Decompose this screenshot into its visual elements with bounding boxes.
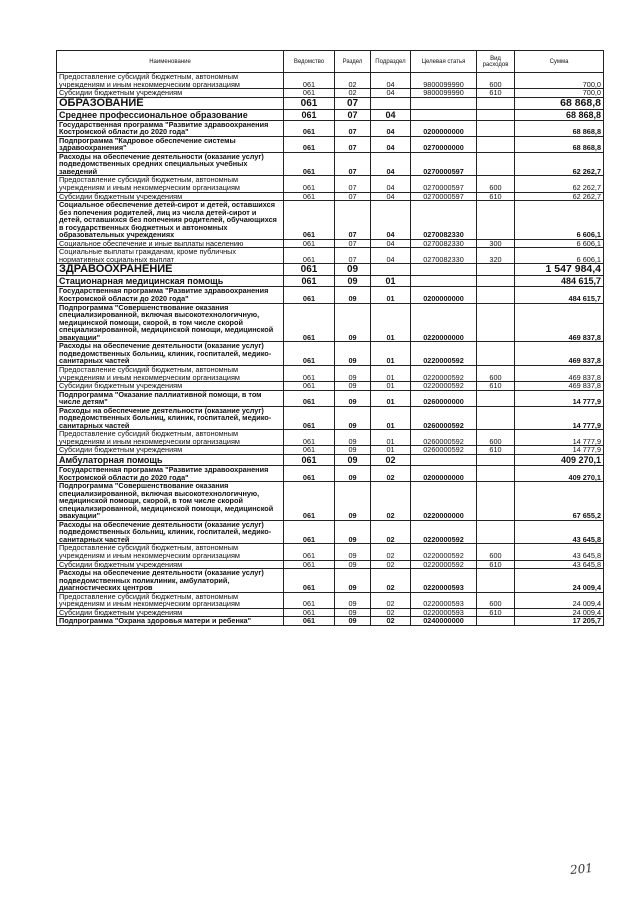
table-row [57,406,604,430]
row-name: Среднее профессиональное образование [57,109,284,120]
row-name: Предоставление субсидий бюджетным, автономным учреждениям и иным некоммерческим организациям [57,544,284,560]
row-section: 09 [335,544,371,560]
row-target-article [411,264,477,276]
row-name: Подпрограмма "Совершенствование оказания специализированной, включая высокотехнологичную, медицинской помощи, скорой, в том числе скорой специализированной, медицинской помощи, медицинской эвакуации" [57,482,284,521]
row-target-article: 0270000597 [411,176,477,192]
row-subsection: 02 [371,454,411,465]
row-section: 07 [335,109,371,120]
row-section: 09 [335,454,371,465]
row-name: Предоставление субсидий бюджетным, автономным учреждениям и иным некоммерческим организациям [57,430,284,446]
row-sum: 67 655,2 [515,482,604,521]
row-department: 061 [284,73,335,89]
table-row [57,430,604,446]
row-expense-type [477,342,515,366]
row-subsection: 02 [371,608,411,617]
row-subsection: 04 [371,239,411,248]
row-name: ОБРАЗОВАНИЕ [57,97,284,109]
row-department: 061 [284,569,335,593]
row-sum: 24 009,4 [515,569,604,593]
row-section: 09 [335,520,371,544]
row-expense-type: 610 [477,560,515,569]
row-target-article: 0260000592 [411,446,477,455]
row-sum: 43 645,8 [515,560,604,569]
row-name: Субсидии бюджетным учреждениям [57,382,284,391]
table-row [57,342,604,366]
row-name: Государственная программа "Развитие здравоохранения Костромской области до 2020 года" [57,465,284,481]
table-row [57,120,604,136]
table-row [57,89,604,98]
row-name: Субсидии бюджетным учреждениям [57,608,284,617]
row-subsection: 04 [371,192,411,201]
table-row [57,248,604,264]
row-name: Подпрограмма "Охрана здоровья матери и ребенка" [57,617,284,626]
row-name: Социальное обеспечение детей-сирот и детей, оставшихся без попечения родителей, лиц из числа детей-сирот и детей, оставшихся без попечения родителей, обучающихся в государственных бюджетных и автономных образовательных учреждениях [57,201,284,240]
header-subsection: Подраздел [371,51,411,73]
table-row [57,239,604,248]
row-section: 09 [335,482,371,521]
row-expense-type: 600 [477,365,515,381]
row-target-article: 0200000000 [411,465,477,481]
row-department: 061 [284,264,335,276]
row-department: 061 [284,248,335,264]
row-department: 061 [284,342,335,366]
row-expense-type [477,136,515,152]
row-target-article [411,109,477,120]
row-section: 07 [335,152,371,176]
row-sum: 68 868,8 [515,97,604,109]
row-name: Стационарная медицинская помощь [57,276,284,287]
table-row [57,152,604,176]
row-department: 061 [284,303,335,342]
row-name: Субсидии бюджетным учреждениям [57,89,284,98]
header-name: Наименование [57,51,284,73]
row-target-article [411,97,477,109]
row-expense-type: 600 [477,176,515,192]
row-department: 061 [284,276,335,287]
row-subsection: 04 [371,176,411,192]
row-sum: 469 837,8 [515,303,604,342]
row-target-article: 0200000000 [411,287,477,303]
table-row [57,617,604,626]
row-subsection: 01 [371,276,411,287]
row-section: 07 [335,201,371,240]
row-name: Расходы на обеспечение деятельности (оказание услуг) подведомственных больниц, клиник, госпиталей, медико-санитарных частей [57,520,284,544]
row-name: Предоставление субсидий бюджетным, автономным учреждениям и иным некоммерческим организациям [57,365,284,381]
row-sum: 68 868,8 [515,109,604,120]
header-sum: Сумма [515,51,604,73]
header-target-article: Целевая статья [411,51,477,73]
row-target-article: 0220000593 [411,569,477,593]
row-department: 061 [284,592,335,608]
row-sum: 62 262,7 [515,176,604,192]
row-name: Предоставление субсидий бюджетным, автономным учреждениям и иным некоммерческим организациям [57,176,284,192]
row-subsection: 04 [371,109,411,120]
row-section: 07 [335,120,371,136]
row-section: 09 [335,276,371,287]
row-section: 09 [335,560,371,569]
row-subsection: 01 [371,342,411,366]
table-row [57,608,604,617]
row-sum: 17 205,7 [515,617,604,626]
row-sum: 43 645,8 [515,520,604,544]
row-name: Государственная программа "Развитие здравоохранения Костромской области до 2020 года" [57,287,284,303]
row-section: 07 [335,192,371,201]
table-row [57,109,604,120]
row-expense-type [477,390,515,406]
row-subsection: 02 [371,617,411,626]
budget-table [56,50,604,626]
page-number: 201 [569,860,594,878]
row-expense-type: 600 [477,544,515,560]
row-subsection: 04 [371,89,411,98]
table-row [57,201,604,240]
row-expense-type [477,303,515,342]
row-department: 061 [284,239,335,248]
row-section: 09 [335,592,371,608]
row-subsection [371,264,411,276]
row-target-article: 0220000592 [411,365,477,381]
row-section: 09 [335,303,371,342]
row-section: 02 [335,73,371,89]
row-section: 09 [335,406,371,430]
row-name: Расходы на обеспечение деятельности (оказание услуг) подведомственных больниц, клиник, госпиталей, медико-санитарных частей [57,342,284,366]
row-section: 07 [335,239,371,248]
row-sum: 6 606,1 [515,248,604,264]
row-subsection [371,97,411,109]
row-subsection: 02 [371,465,411,481]
row-target-article: 0270082330 [411,239,477,248]
row-expense-type: 610 [477,608,515,617]
row-department: 061 [284,136,335,152]
row-target-article: 0220000592 [411,382,477,391]
row-sum: 484 615,7 [515,287,604,303]
row-department: 061 [284,192,335,201]
row-expense-type [477,617,515,626]
row-expense-type: 610 [477,382,515,391]
row-subsection: 02 [371,569,411,593]
row-subsection: 01 [371,430,411,446]
row-section: 09 [335,365,371,381]
row-subsection: 04 [371,73,411,89]
row-name: Субсидии бюджетным учреждениям [57,560,284,569]
row-department: 061 [284,89,335,98]
row-expense-type [477,97,515,109]
row-target-article: 0220000592 [411,520,477,544]
row-department: 061 [284,482,335,521]
row-sum: 469 837,8 [515,382,604,391]
row-subsection: 04 [371,120,411,136]
row-name: Подпрограмма "Совершенствование оказания специализированной, включая высокотехнологичную, медицинской помощи, скорой, в том числе скорой специализированной, медицинской помощи, медицинской эвакуации" [57,303,284,342]
row-expense-type: 600 [477,430,515,446]
table-row [57,560,604,569]
row-name: Социальные выплаты гражданам, кроме публичных нормативных социальных выплат [57,248,284,264]
row-subsection: 02 [371,544,411,560]
row-sum: 43 645,8 [515,544,604,560]
row-expense-type [477,454,515,465]
row-subsection: 01 [371,287,411,303]
row-department: 061 [284,287,335,303]
row-department: 061 [284,446,335,455]
table-row [57,287,604,303]
row-target-article: 0240000000 [411,617,477,626]
row-name: Расходы на обеспечение деятельности (оказание услуг) подведомственных поликлиник, амбулаторий, диагностических центров [57,569,284,593]
row-expense-type [477,276,515,287]
row-target-article: 0220000000 [411,303,477,342]
row-subsection: 04 [371,201,411,240]
row-target-article: 0270000000 [411,136,477,152]
header-department: Ведомство [284,51,335,73]
row-subsection: 02 [371,560,411,569]
row-sum: 14 777,9 [515,430,604,446]
row-subsection: 04 [371,136,411,152]
row-sum: 6 606,1 [515,239,604,248]
row-name: Субсидии бюджетным учреждениям [57,446,284,455]
table-row [57,136,604,152]
row-target-article: 0270082330 [411,248,477,264]
row-department: 061 [284,465,335,481]
row-subsection: 01 [371,303,411,342]
row-target-article: 0270000597 [411,152,477,176]
row-expense-type: 610 [477,192,515,201]
row-section: 07 [335,248,371,264]
row-target-article: 0260000592 [411,406,477,430]
row-section: 09 [335,617,371,626]
table-row [57,365,604,381]
row-expense-type: 610 [477,446,515,455]
row-section: 07 [335,136,371,152]
row-target-article: 0200000000 [411,120,477,136]
row-subsection: 02 [371,482,411,521]
row-section: 02 [335,89,371,98]
table-row [57,544,604,560]
row-target-article: 0260000000 [411,390,477,406]
row-department: 061 [284,120,335,136]
row-target-article: 9800099990 [411,89,477,98]
row-department: 061 [284,617,335,626]
row-sum: 469 837,8 [515,365,604,381]
row-target-article: 0220000592 [411,544,477,560]
row-name: Расходы на обеспечение деятельности (оказание услуг) подведомственных больниц, клиник, госпиталей, медико-санитарных частей [57,406,284,430]
table-row [57,446,604,455]
row-name: Государственная программа "Развитие здравоохранения Костромской области до 2020 года" [57,120,284,136]
row-target-article: 0270000597 [411,192,477,201]
row-section: 09 [335,569,371,593]
row-name: Субсидии бюджетным учреждениям [57,192,284,201]
row-expense-type: 610 [477,89,515,98]
row-section: 09 [335,382,371,391]
row-sum: 24 009,4 [515,608,604,617]
row-section: 09 [335,465,371,481]
row-sum: 700,0 [515,89,604,98]
row-department: 061 [284,406,335,430]
row-name: ЗДРАВООХРАНЕНИЕ [57,264,284,276]
row-target-article [411,276,477,287]
row-subsection: 01 [371,446,411,455]
row-name: Подпрограмма "Кадровое обеспечение системы здравоохранения" [57,136,284,152]
row-sum: 14 777,9 [515,390,604,406]
row-sum: 68 868,8 [515,120,604,136]
row-target-article: 0220000593 [411,592,477,608]
row-target-article: 0220000593 [411,608,477,617]
table-row [57,390,604,406]
row-department: 061 [284,390,335,406]
table-row [57,482,604,521]
row-section: 09 [335,446,371,455]
header-row [57,51,604,73]
row-expense-type: 600 [477,592,515,608]
table-row [57,382,604,391]
row-department: 061 [284,520,335,544]
row-target-article: 0260000592 [411,430,477,446]
row-sum: 14 777,9 [515,446,604,455]
header-expense-type: Вид расходов [477,51,515,73]
row-department: 061 [284,382,335,391]
row-department: 061 [284,97,335,109]
table-row [57,303,604,342]
row-sum: 68 868,8 [515,136,604,152]
row-sum: 484 615,7 [515,276,604,287]
table-row [57,73,604,89]
row-target-article: 9800099990 [411,73,477,89]
table-row [57,592,604,608]
row-expense-type: 300 [477,239,515,248]
row-subsection: 04 [371,248,411,264]
row-name: Амбулаторная помощь [57,454,284,465]
row-expense-type [477,109,515,120]
table-row [57,520,604,544]
row-sum: 700,0 [515,73,604,89]
row-subsection: 01 [371,406,411,430]
row-target-article: 0270082330 [411,201,477,240]
row-sum: 24 009,4 [515,592,604,608]
row-subsection: 04 [371,152,411,176]
row-subsection: 01 [371,382,411,391]
table-row [57,465,604,481]
row-sum: 409 270,1 [515,454,604,465]
row-subsection: 02 [371,592,411,608]
row-department: 061 [284,454,335,465]
row-department: 061 [284,152,335,176]
row-sum: 14 777,9 [515,406,604,430]
table-row [57,97,604,109]
row-expense-type [477,152,515,176]
row-department: 061 [284,560,335,569]
row-department: 061 [284,201,335,240]
row-sum: 469 837,8 [515,342,604,366]
row-target-article: 0220000592 [411,560,477,569]
row-expense-type: 320 [477,248,515,264]
row-expense-type [477,120,515,136]
row-name: Расходы на обеспечение деятельности (оказание услуг) подведомственных средних специальных учебных заведений [57,152,284,176]
row-section: 09 [335,342,371,366]
row-sum: 62 262,7 [515,192,604,201]
row-section: 09 [335,264,371,276]
row-expense-type: 600 [477,73,515,89]
row-name: Социальное обеспечение и иные выплаты населению [57,239,284,248]
row-name: Подпрограмма "Оказание паллиативной помощи, в том числе детям" [57,390,284,406]
row-target-article: 0220000592 [411,342,477,366]
row-subsection: 01 [371,390,411,406]
row-expense-type [477,482,515,521]
row-section: 09 [335,430,371,446]
row-expense-type [477,287,515,303]
row-expense-type [477,465,515,481]
row-expense-type [477,569,515,593]
row-section: 07 [335,176,371,192]
header-section: Раздел [335,51,371,73]
row-section: 09 [335,390,371,406]
row-department: 061 [284,176,335,192]
row-sum: 409 270,1 [515,465,604,481]
row-department: 061 [284,365,335,381]
row-department: 061 [284,430,335,446]
table-row [57,192,604,201]
row-section: 09 [335,608,371,617]
row-target-article: 0220000000 [411,482,477,521]
row-expense-type [477,201,515,240]
row-department: 061 [284,608,335,617]
row-department: 061 [284,109,335,120]
row-expense-type [477,406,515,430]
table-row [57,569,604,593]
row-expense-type [477,520,515,544]
row-section: 07 [335,97,371,109]
row-subsection: 01 [371,365,411,381]
row-sum: 6 606,1 [515,201,604,240]
row-name: Предоставление субсидий бюджетным, автономным учреждениям и иным некоммерческим организациям [57,592,284,608]
row-target-article [411,454,477,465]
row-subsection: 02 [371,520,411,544]
row-sum: 1 547 984,4 [515,264,604,276]
row-expense-type [477,264,515,276]
table-row [57,454,604,465]
row-department: 061 [284,544,335,560]
row-name: Предоставление субсидий бюджетным, автономным учреждениям и иным некоммерческим организациям [57,73,284,89]
row-sum: 62 262,7 [515,152,604,176]
table-row [57,264,604,276]
row-section: 09 [335,287,371,303]
table-row [57,276,604,287]
table-row [57,176,604,192]
